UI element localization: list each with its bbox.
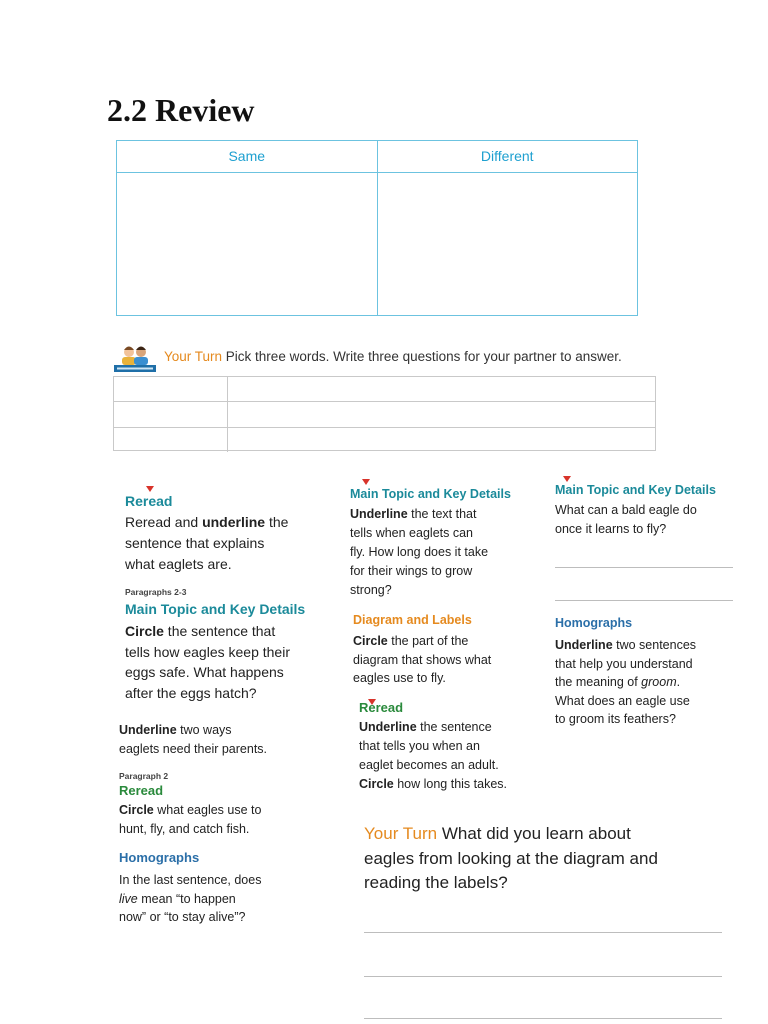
your-turn-label: Your Turn <box>364 824 438 843</box>
text: In the last sentence, does <box>119 873 262 887</box>
your-turn-question <box>364 822 658 896</box>
diagram-labels-instruction <box>353 632 491 688</box>
text: what eaglets are. <box>125 556 232 572</box>
reread-instruction <box>125 512 288 575</box>
text: tells when eaglets can <box>350 526 473 540</box>
text: once it learns to fly? <box>555 522 667 536</box>
your-turn-instruction <box>164 349 622 364</box>
table-row <box>114 401 655 426</box>
answer-line[interactable] <box>364 976 722 977</box>
reread-heading: Reread <box>359 700 404 715</box>
answer-line[interactable] <box>555 567 733 568</box>
text-bold: Underline <box>359 720 417 734</box>
text: What does an eagle use <box>555 693 690 708</box>
text-italic: groom <box>641 675 677 689</box>
text: eagles use to fly. <box>353 671 446 685</box>
marker-icon <box>146 486 154 492</box>
reread-heading: Reread <box>125 493 173 509</box>
answer-line[interactable] <box>555 600 733 601</box>
paragraph-reference: Paragraphs 2-3 <box>125 587 187 597</box>
different-answer-cell[interactable] <box>377 173 638 315</box>
marker-icon <box>362 479 370 485</box>
table-row <box>114 427 655 452</box>
text: Reread and <box>125 514 203 530</box>
text: fly. How long does it take <box>350 545 489 559</box>
text: the text that <box>407 507 477 521</box>
your-turn-label: Your Turn <box>164 349 223 364</box>
text: What did you learn about <box>437 824 631 843</box>
text: What can a bald eagle do <box>555 503 697 517</box>
text: two sentences <box>612 638 697 652</box>
main-topic-instruction <box>125 621 290 703</box>
main-topic-heading: Main Topic and Key Details <box>125 601 306 617</box>
word-cell[interactable] <box>114 428 228 452</box>
text-bold: Underline <box>350 507 408 521</box>
collaborate-icon <box>112 344 158 374</box>
question-cell[interactable] <box>228 377 655 401</box>
marker-icon <box>563 476 571 482</box>
question-cell[interactable] <box>228 428 655 452</box>
text-bold: Circle <box>353 634 388 648</box>
text: the sentence that <box>163 623 276 639</box>
main-topic-question <box>555 501 697 539</box>
column-header-different: Different <box>377 141 638 172</box>
reread-instruction <box>119 801 261 838</box>
page-title: 2.2 Review <box>107 92 255 128</box>
underline-ways-instruction <box>119 721 267 758</box>
question-cell[interactable] <box>228 402 655 426</box>
text: sentence that explains <box>125 535 265 551</box>
word-cell[interactable] <box>114 402 228 426</box>
text: eagles from looking at the diagram and <box>364 848 658 868</box>
text: to groom its feathers? <box>555 712 676 726</box>
text: the <box>265 514 289 530</box>
main-topic-instruction <box>350 505 488 600</box>
text-bold: Circle <box>359 777 394 791</box>
word-question-grid <box>113 376 656 451</box>
column-header-same: Same <box>228 148 266 164</box>
text: eaglets need their parents. <box>119 741 268 756</box>
text: eaglet becomes an adult. <box>359 758 499 772</box>
text: strong? <box>350 583 392 597</box>
diagram-labels-heading: Diagram and Labels <box>353 613 472 627</box>
answer-line[interactable] <box>364 932 722 933</box>
text-bold: Underline <box>119 723 177 737</box>
text: the part of the <box>387 634 469 648</box>
text: after the eggs hatch? <box>125 684 257 701</box>
text: diagram that shows what <box>353 652 492 667</box>
text: the sentence <box>416 720 492 734</box>
text: what eagles use to <box>153 803 262 817</box>
text-bold: Circle <box>125 623 164 639</box>
text: that help you understand <box>555 656 693 671</box>
text: how long this takes. <box>393 777 508 791</box>
reread-heading: Reread <box>119 783 164 798</box>
text: for their wings to grow <box>350 564 473 578</box>
text: hunt, fly, and catch fish. <box>119 821 250 836</box>
text: that tells you when an <box>359 739 480 753</box>
homographs-heading: Homographs <box>119 850 200 865</box>
text-bold: underline <box>202 514 266 530</box>
homographs-instruction <box>555 636 696 729</box>
main-topic-heading: Main Topic and Key Details <box>350 487 511 501</box>
paragraph-reference: Paragraph 2 <box>119 771 169 781</box>
same-answer-cell[interactable] <box>117 173 377 315</box>
homographs-instruction <box>119 871 261 927</box>
text-bold: Circle <box>119 803 154 817</box>
text: two ways <box>176 723 232 737</box>
text: . <box>676 675 681 689</box>
text-bold: Underline <box>555 638 613 652</box>
homographs-heading: Homographs <box>555 616 633 630</box>
text-italic: live <box>119 891 138 906</box>
same-different-table <box>116 140 638 316</box>
text: eggs safe. What happens <box>125 664 284 680</box>
word-cell[interactable] <box>114 377 228 401</box>
text: reading the labels? <box>364 873 508 892</box>
text: mean “to happen <box>137 891 236 906</box>
your-turn-text: Pick three words. Write three questions for your partner to answer. <box>222 349 622 364</box>
text: now” or “to stay alive”? <box>119 910 246 924</box>
text: the meaning of <box>555 675 642 689</box>
reread-instruction <box>359 718 507 794</box>
answer-line[interactable] <box>364 1018 722 1019</box>
table-row <box>114 377 655 401</box>
main-topic-heading: Main Topic and Key Details <box>555 483 716 497</box>
text: tells how eagles keep their <box>125 643 290 660</box>
